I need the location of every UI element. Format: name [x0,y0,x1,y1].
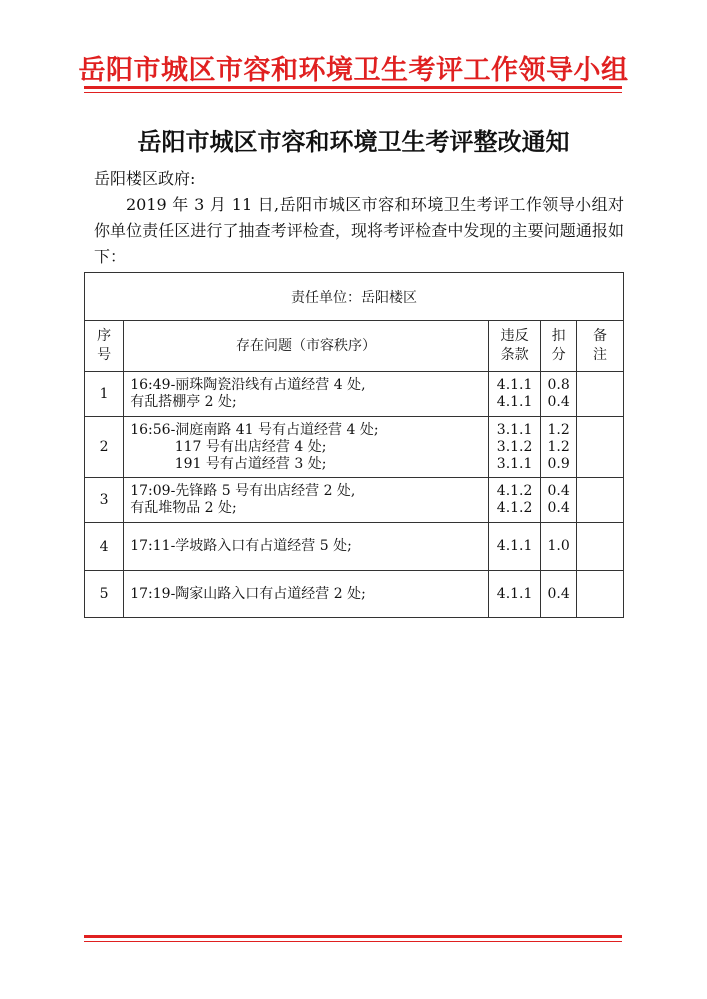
row-note [576,372,623,417]
row-article: 4.1.1 4.1.1 [488,372,541,417]
row-number: 1 [85,372,124,417]
organization-title: 岳阳市城区市容和环境卫生考评工作领导小组 [78,55,629,86]
row-article: 4.1.1 [488,571,541,618]
row-article: 3.1.1 3.1.2 3.1.1 [488,417,541,478]
row-score: 0.4 [541,571,577,618]
row-number: 3 [85,478,124,523]
table-row [85,372,624,417]
row-issue: 17:11-学坡路入口有占道经营 5 处; [124,523,489,571]
row-issue: 16:49-丽珠陶瓷沿线有占道经营 4 处, 有乱搭棚亭 2 处; [124,372,489,417]
footer-divider-thin [84,941,622,942]
row-number: 4 [85,523,124,571]
row-note [576,478,623,523]
row-number: 2 [85,417,124,478]
row-note [576,571,623,618]
row-issue: 16:56-洞庭南路 41 号有占道经营 4 处; 117 号有出店经营 4 处; 191 号有占道经营 3 处; [124,417,489,478]
header-issue: 存在问题（市容秩序） [124,321,489,372]
row-score: 0.4 0.4 [541,478,577,523]
footer-divider-thick [84,935,622,938]
row-issue: 17:19-陶家山路入口有占道经营 2 处; [124,571,489,618]
table-row [85,478,624,523]
header-score: 扣 分 [541,321,577,372]
row-score: 1.2 1.2 0.9 [541,417,577,478]
header-divider-thin [84,92,622,93]
header-divider-thick [84,86,622,89]
row-score: 1.0 [541,523,577,571]
document-title: 岳阳市城区市容和环境卫生考评整改通知 [137,127,570,156]
table-row [85,523,624,571]
row-number: 5 [85,571,124,618]
issues-table [84,272,624,618]
header-note: 备 注 [576,321,623,372]
row-article: 4.1.1 [488,523,541,571]
header-article: 违反 条款 [488,321,541,372]
row-note [576,417,623,478]
table-header-row [85,321,624,372]
table-row [85,571,624,618]
recipient: 岳阳楼区政府: [94,169,196,188]
responsible-unit: 责任单位：岳阳楼区 [85,273,624,321]
table-row [85,417,624,478]
notice-body: 2019 年 3 月 11 日,岳阳市城区市容和环境卫生考评工作领导小组对你单位责任区进行了抽查考评检查，现将考评检查中发现的主要问题通报如下： [94,195,624,266]
row-note [576,523,623,571]
row-issue: 17:09-先锋路 5 号有出店经营 2 处, 有乱堆物品 2 处; [124,478,489,523]
row-score: 0.8 0.4 [541,372,577,417]
row-article: 4.1.2 4.1.2 [488,478,541,523]
header-no: 序 号 [85,321,124,372]
